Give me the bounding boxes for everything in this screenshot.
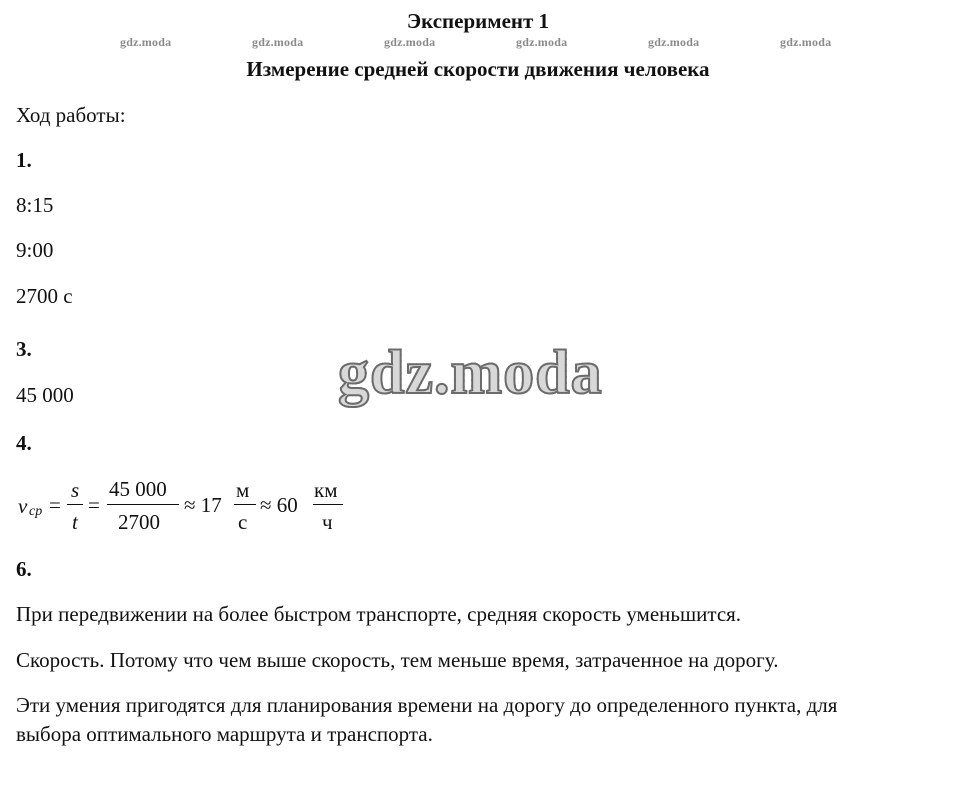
formula-approx-17: ≈ 17 — [184, 493, 222, 517]
formula-t: t — [72, 510, 78, 534]
time-start: 8:15 — [16, 193, 54, 217]
step-3-label: 3. — [16, 337, 32, 361]
formula-approx-60: ≈ 60 — [260, 493, 298, 517]
step-6-label: 6. — [16, 557, 32, 581]
unit-m: м — [236, 478, 250, 502]
formula-equals: = — [88, 493, 100, 517]
watermark-large: gdz.moda — [338, 339, 603, 407]
formula-denominator: 2700 — [118, 510, 160, 534]
answer-2: Скорость. Потому что чем выше скорость, тем меньше время, затраченное на дорогу. — [16, 648, 779, 672]
fraction-bar — [234, 504, 256, 505]
fraction-bar — [313, 504, 343, 505]
formula-v-subscript: ср — [29, 504, 43, 519]
page-title: Эксперимент 1 — [406, 9, 550, 33]
distance: 45 000 — [16, 383, 74, 407]
watermark-small: gdz.moda — [648, 35, 700, 49]
answer-3-line-2: выбора оптимального маршрута и транспорта. — [16, 722, 433, 746]
watermark-small: gdz.moda — [780, 35, 832, 49]
time-end: 9:00 — [16, 238, 54, 262]
page-subtitle: Измерение средней скорости движения человека — [246, 57, 710, 81]
watermark-small: gdz.moda — [252, 35, 304, 49]
watermark-small: gdz.moda — [384, 35, 436, 49]
step-1-label: 1. — [16, 148, 32, 172]
answer-3-line-1: Эти умения пригодятся для планирования времени на дорогу до определенного пункта, для — [16, 693, 838, 717]
unit-s: с — [238, 510, 248, 534]
watermark-small: gdz.moda — [120, 35, 172, 49]
formula-v: v — [18, 494, 28, 518]
fraction-bar — [107, 504, 179, 505]
formula-equals: = — [49, 493, 61, 517]
watermark-small: gdz.moda — [516, 35, 568, 49]
formula-numerator: 45 000 — [109, 477, 167, 501]
fraction-bar — [67, 504, 83, 505]
step-4-label: 4. — [16, 431, 32, 455]
duration: 2700 с — [16, 284, 73, 308]
answer-1: При передвижении на более быстром транспорте, средняя скорость уменьшится. — [16, 602, 742, 626]
unit-h: ч — [322, 510, 333, 534]
formula-s: s — [71, 478, 80, 502]
unit-km: км — [314, 478, 338, 502]
intro-text: Ход работы: — [16, 103, 126, 127]
velocity-formula — [16, 476, 416, 536]
